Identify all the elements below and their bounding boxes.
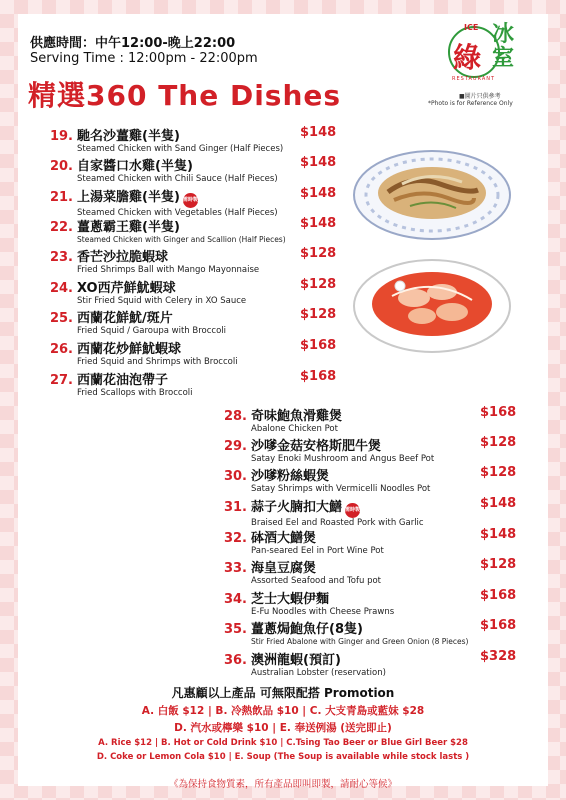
logo-ice-chars: 冰室 [492,21,515,71]
page-title: 精選360 The Dishes [28,79,342,112]
dish-name-en: Abalone Chicken Pot [251,424,338,434]
restaurant-logo [446,22,520,86]
dish-name-en: Pan-seared Eel in Port Wine Pot [251,546,384,556]
dish-name-en: Stir Fried Squid with Celery in XO Sauce [77,296,247,306]
dish-price: $168 [480,588,517,603]
dish-22 [48,216,340,244]
dish-name-en: Australian Lobster (reservation) [251,668,386,678]
dish-name-en: Assorted Seafood and Tofu pot [251,576,382,586]
dish-number: 25. [49,311,73,326]
dish-price: $128 [300,246,337,261]
dish-name-en: Steamed Chicken with Chili Sauce (Half Pieces) [77,174,278,184]
dish-name-en: Fried Scallops with Broccoli [77,388,193,398]
dish-price: $168 [480,405,517,420]
dish-number: 35. [223,622,247,637]
dish-27 [48,369,340,398]
dish-name-en: Satay Enoki Mushroom and Angus Beef Pot [251,454,435,464]
dish-name-zh: 砵酒大鱔煲 [251,531,317,546]
photo-reference-en: *Photo is for Reference Only [428,100,513,107]
shrimp-dish-photo [352,256,512,356]
dish-name-zh: 蒜子火腩扣大鱔 [251,500,343,515]
serving-hours-en: Serving Time : 12:00pm - 22:00pm [30,51,258,66]
dish-price: $168 [480,618,517,633]
dish-name-zh: 沙嗲金菇安格斯肥牛煲 [251,439,382,454]
dish-name-zh: 上湯菜膽雞(半隻) [77,190,180,205]
dish-26 [48,338,340,367]
dish-name-zh: 西蘭花炒鮮魷蝦球 [77,342,182,357]
dish-number: 30. [223,469,247,484]
serving-hours-zh: 供應時間：中午12:00-晚上22:00 [30,36,236,51]
dish-name-zh: 薑蔥焗鮑魚仔(8隻) [251,622,363,637]
dish-price: $128 [300,277,337,292]
dish-price: $148 [300,155,337,170]
preparation-note: 《為保持食物質素，所有產品即叫即製，請耐心等候》 [168,779,397,790]
dish-30 [222,465,518,494]
dish-name-en: Fried Squid / Garoupa with Broccoli [77,326,226,336]
dish-name-zh: 沙嗲粉絲蝦煲 [251,469,330,484]
dish-35 [222,618,518,646]
dish-name-en: Steamed Chicken with Sand Ginger (Half Pieces) [77,144,284,154]
dish-price: $328 [480,649,517,664]
dish-28 [222,405,518,434]
dish-price: $168 [300,369,337,384]
dish-name-zh: 芝士大蝦伊麵 [251,592,330,607]
dish-29 [222,435,518,464]
dish-number: 27. [49,373,73,388]
dish-number: 24. [49,281,73,296]
promotion-line-1-en: A. Rice $12 | B. Hot or Cold Drink $10 | C.Tsing Tao Beer or Blue Girl Beer $28 [98,738,468,748]
dish-36 [222,649,518,678]
dish-price: $148 [300,216,337,231]
dish-price: $128 [300,307,337,322]
dish-25 [48,307,340,336]
dish-24 [48,277,340,306]
dish-name-zh: XO西芹鮮魷蝦球 [77,281,176,296]
dish-name-en: Satay Shrimps with Vermicelli Noodles Pot [251,484,431,494]
chicken-dish-photo [352,148,512,242]
photo-reference-zh: ■圖片只供參考 [459,93,501,100]
dish-name-en: Steamed Chicken with Vegetables (Half Pieces) [77,208,278,218]
promotion-title: 凡惠顧以上產品 可無限配搭 Promotion [171,686,395,700]
dish-name-zh: 西蘭花油泡帶子 [77,373,169,388]
dish-name-zh: 澳洲龍蝦(預訂) [251,653,341,668]
dish-number: 26. [49,342,73,357]
made-to-order-badge: 需時製作 [345,503,360,518]
dish-33 [222,557,518,586]
dish-price: $148 [480,496,517,511]
dish-name-zh: 西蘭花鮮魷/斑片 [77,311,173,326]
dish-number: 33. [223,561,247,576]
dish-price: $128 [480,435,517,450]
dish-number: 23. [49,250,73,265]
dish-name-en: Steamed Chicken with Ginger and Scallion (Half Pieces) [77,235,286,244]
dish-price: $148 [300,186,337,201]
dish-number: 31. [223,500,247,515]
dish-name-en: Fried Squid and Shrimps with Broccoli [77,357,238,367]
dish-number: 19. [49,129,73,144]
promotion-line-2-zh: D. 汽水或檸樂 $10 | E. 奉送例湯 (送完即止) [174,722,392,734]
dish-name-zh: 自家醬口水雞(半隻) [77,159,193,174]
dish-number: 36. [223,653,247,668]
dish-price: $168 [300,338,337,353]
dish-price: $148 [300,125,337,140]
dish-32 [222,527,518,556]
dish-number: 29. [223,439,247,454]
dish-name-zh: 薑蔥霸王雞(半隻) [77,220,180,235]
dish-price: $128 [480,557,517,572]
dish-number: 32. [223,531,247,546]
logo-ice-text: ICE [464,23,479,32]
made-to-order-badge: 需時製作 [183,193,198,208]
dish-name-zh: 香芒沙拉脆蝦球 [77,250,169,265]
dish-name-en: Braised Eel and Roasted Pork with Garlic [251,518,424,528]
dish-31 [222,496,518,528]
dish-number: 34. [223,592,247,607]
dish-number: 20. [49,159,73,174]
logo-green-char: 綠 [453,41,482,74]
dish-number: 28. [223,409,247,424]
dish-name-zh: 馳名沙薑雞(半隻) [77,129,180,144]
promotion-line-1-zh: A. 白飯 $12 | B. 冷熱飲品 $10 | C. 大支青島或藍妹 $28 [141,705,425,717]
promotion-line-2-en: D. Coke or Lemon Cola $10 | E. Soup (The Soup is available while stock lasts ) [96,752,470,762]
dish-name-en: E-Fu Noodles with Cheese Prawns [251,607,395,617]
dish-number: 21. [49,190,73,205]
dish-price: $148 [480,527,517,542]
dish-name-en: Fried Shrimps Ball with Mango Mayonnaise [77,265,260,275]
dish-20 [48,155,340,184]
dish-19 [48,125,340,154]
dish-23 [48,246,340,275]
dish-price: $128 [480,465,517,480]
dish-name-zh: 奇味鮑魚滑雞煲 [251,409,343,424]
dish-21 [48,186,340,218]
dish-number: 22. [49,220,73,235]
dish-34 [222,588,518,617]
dish-name-en: Stir Fried Abalone with Ginger and Green Onion (8 Pieces) [251,637,469,646]
logo-restaurant-text: RESTAURANT [452,76,496,82]
dish-name-zh: 海皇豆腐煲 [251,561,317,576]
